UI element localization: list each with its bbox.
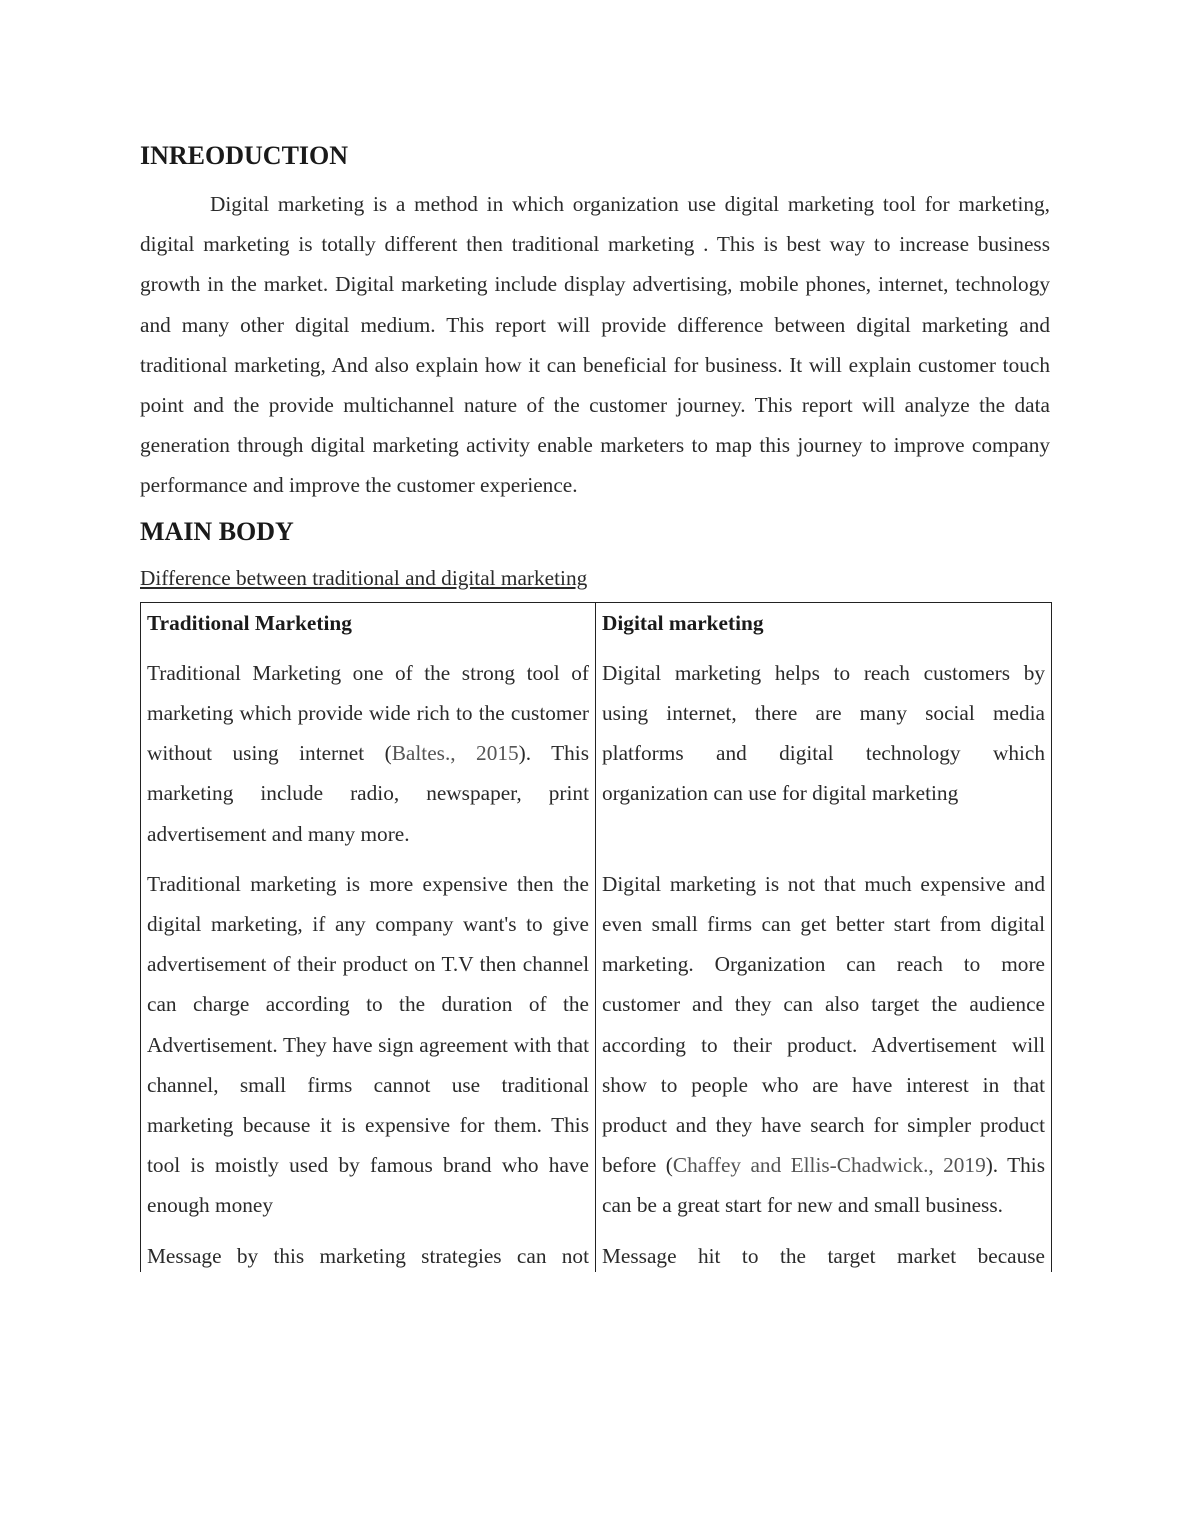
cell-clip xyxy=(602,1236,1045,1272)
cell-traditional-message xyxy=(141,1236,596,1272)
header-digital: Digital marketing xyxy=(596,602,1052,653)
introduction-heading: INREODUCTION xyxy=(140,141,349,170)
table-header-row xyxy=(141,602,1052,653)
header-traditional: Traditional Marketing xyxy=(141,602,596,653)
cell-digital-reach xyxy=(596,653,1052,864)
cell-text: Digital marketing helps to reach customers by using internet, there are many social media platforms and digital technology which organization can use for digital marketing xyxy=(602,660,1045,806)
cell-traditional-cost xyxy=(141,864,596,1236)
cell-text: Traditional Marketing one of the strong tool of marketing which provide wide rich to the customer without using internet ( xyxy=(147,660,589,766)
cell-text: ). This marketing include radio, newspaper, print advertisement and many more. xyxy=(147,741,589,846)
table-row xyxy=(141,864,1052,1236)
cell-digital-cost xyxy=(596,864,1052,1236)
comparison-table xyxy=(140,602,1052,1272)
cell-text: Message hit to the target market because xyxy=(602,1243,1045,1268)
cell-clip xyxy=(147,1236,589,1272)
citation: Baltes., 2015 xyxy=(391,741,519,766)
table-row xyxy=(141,653,1052,864)
cell-text: ). This can be a great start for new and small business. xyxy=(602,1153,1045,1218)
cell-digital-message xyxy=(596,1236,1052,1272)
cell-text: Digital marketing is not that much expensive and even small firms can get better start from digital marketing. Organization can reach to more customer and they can also target the audience according to their product. Advertisement will show to people who are have interest in that product and they have search for simpler product before ( xyxy=(602,871,1045,1178)
cell-text: Message by this marketing strategies can not xyxy=(147,1243,589,1268)
citation: Chaffey and Ellis-Chadwick., 2019 xyxy=(672,1153,986,1178)
comparison-subheading: Difference between traditional and digital marketing xyxy=(140,565,588,590)
table-row xyxy=(141,1236,1052,1272)
introduction-paragraph: Digital marketing is a method in which organization use digital marketing tool for marketing, digital marketing is totally different then traditional marketing . This is best way to increase business growth in the market. Digital marketing include display advertising, mobile phones, internet, technology and many other digital medium. This report will provide difference between digital marketing and traditional marketing, And also explain how it can beneficial for business. It will explain customer touch point and the provide multichannel nature of the customer journey. This report will analyze the data generation through digital marketing activity enable marketers to map this journey to improve company performance and improve the customer experience. xyxy=(140,192,1050,498)
document-page xyxy=(140,138,1050,1272)
cell-traditional-reach xyxy=(141,653,596,864)
main-body-heading: MAIN BODY xyxy=(140,516,294,546)
cell-text: Traditional marketing is more expensive then the digital marketing, if any company want's to give advertisement of their product on T.V then channel can charge according to the duration of the Advertisement. They have sign agreement with that channel, small firms cannot use traditional marketing because it is expensive for them. This tool is moistly used by famous brand who have enough money xyxy=(147,871,589,1218)
